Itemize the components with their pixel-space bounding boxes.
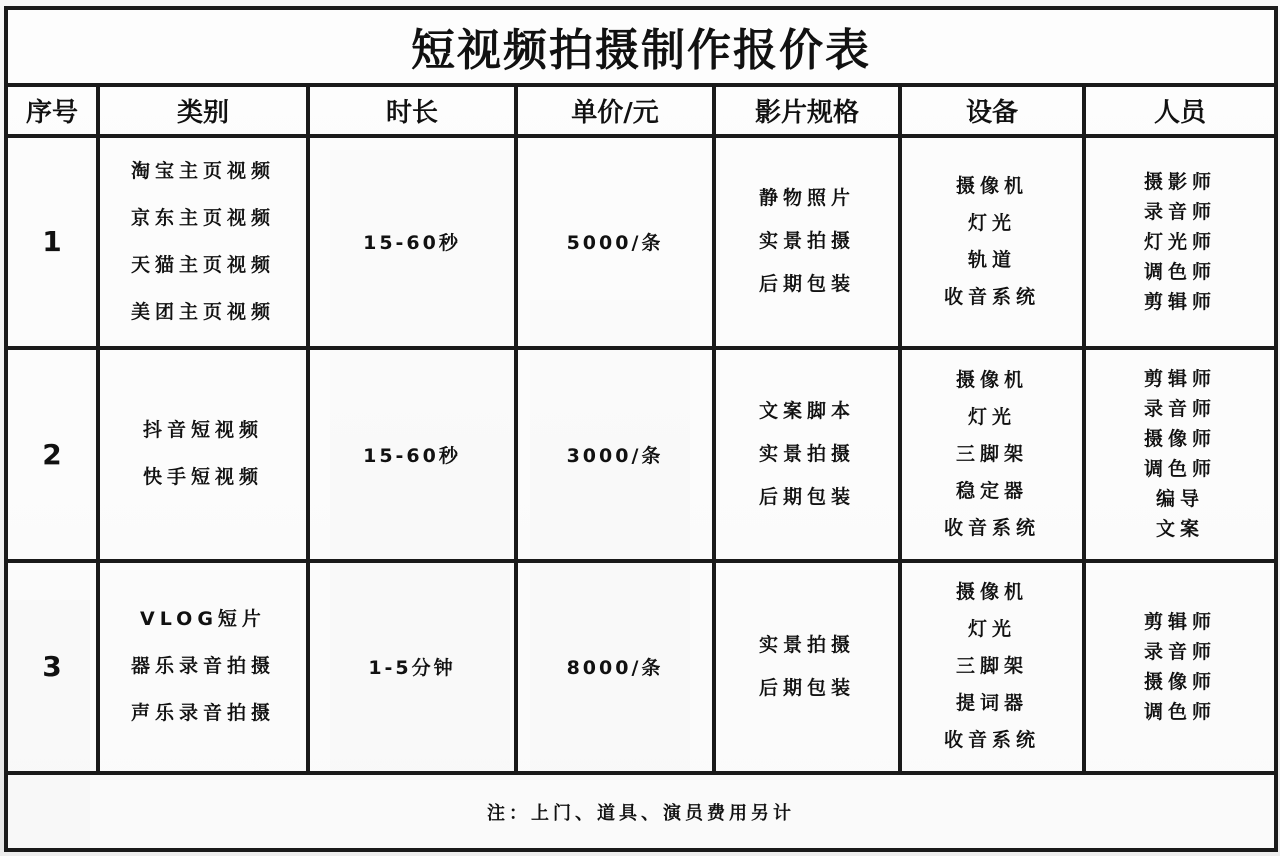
header-row (6, 85, 1276, 136)
row-staff-item: 剪辑师 (1144, 610, 1217, 633)
header-duration: 时长 (308, 85, 516, 136)
price-table (4, 6, 1278, 852)
row-price: 3000/条 (516, 348, 714, 561)
row-staff-item: 文案 (1156, 518, 1205, 541)
row-staff-item: 调色师 (1144, 700, 1217, 723)
row-specs-item: 静物照片 (758, 187, 855, 210)
row-categories-item: 器乐录音拍摄 (130, 655, 275, 678)
header-equipment: 设备 (900, 85, 1084, 136)
row-equipment-list (902, 362, 1082, 547)
row-staff-item: 录音师 (1144, 200, 1217, 223)
row-equipment-item: 灯光 (967, 405, 1016, 428)
table-title: 短视频拍摄制作报价表 (6, 8, 1276, 85)
row-equipment-item: 三脚架 (955, 655, 1028, 678)
row-equipment-list (902, 168, 1082, 316)
row-equipment-item: 摄像机 (955, 368, 1028, 391)
row-staff-item: 录音师 (1144, 640, 1217, 663)
row-staff (1084, 136, 1276, 349)
row-categories-item: 天猫主页视频 (130, 253, 275, 276)
row-specs-item: 后期包装 (758, 676, 855, 699)
row-categories-list (100, 148, 306, 336)
row-specs-item: 后期包装 (758, 273, 855, 296)
row-categories-list (100, 596, 306, 737)
row-equipment-item: 灯光 (967, 618, 1016, 641)
row-specs-item: 实景拍摄 (758, 442, 855, 465)
row-staff (1084, 348, 1276, 561)
row-equipment-item: 提词器 (955, 692, 1028, 715)
row-equipment-item: 摄像机 (955, 174, 1028, 197)
row-duration: 1-5分钟 (308, 561, 516, 774)
table-body (6, 136, 1276, 774)
row-categories-item: 快手短视频 (142, 466, 263, 489)
table-row (6, 561, 1276, 774)
row-staff-list (1086, 167, 1274, 317)
row-categories-item: VLOG短片 (140, 608, 266, 631)
header-index: 序号 (6, 85, 98, 136)
row-staff-item: 录音师 (1144, 398, 1217, 421)
row-specs (714, 561, 900, 774)
row-equipment-item: 三脚架 (955, 442, 1028, 465)
row-specs-list (716, 624, 898, 710)
row-specs-item: 实景拍摄 (758, 230, 855, 253)
row-equipment-item: 收音系统 (943, 729, 1040, 752)
row-staff-item: 剪辑师 (1144, 290, 1217, 313)
row-categories-item: 淘宝主页视频 (130, 159, 275, 182)
row-specs-item: 后期包装 (758, 485, 855, 508)
row-specs-item: 文案脚本 (758, 399, 855, 422)
row-price: 5000/条 (516, 136, 714, 349)
row-categories-item: 京东主页视频 (130, 206, 275, 229)
row-categories (98, 561, 308, 774)
row-duration: 15-60秒 (308, 136, 516, 349)
row-staff-list (1086, 607, 1274, 727)
row-staff-item: 摄像师 (1144, 428, 1217, 451)
table-row (6, 136, 1276, 349)
row-equipment-item: 稳定器 (955, 479, 1028, 502)
row-equipment (900, 561, 1084, 774)
row-staff-item: 编导 (1156, 488, 1205, 511)
row-categories (98, 348, 308, 561)
row-equipment-list (902, 574, 1082, 759)
row-equipment-item: 轨道 (967, 248, 1016, 271)
row-equipment (900, 348, 1084, 561)
row-staff-item: 调色师 (1144, 260, 1217, 283)
table-row (6, 348, 1276, 561)
header-category: 类别 (98, 85, 308, 136)
row-specs-list (716, 177, 898, 306)
row-staff-item: 灯光师 (1144, 230, 1217, 253)
row-categories-item: 美团主页视频 (130, 300, 275, 323)
row-staff-item: 剪辑师 (1144, 368, 1217, 391)
row-specs-item: 实景拍摄 (758, 633, 855, 656)
footer-note: 注：上门、道具、演员费用另计 (6, 773, 1276, 850)
row-equipment-item: 摄像机 (955, 581, 1028, 604)
row-specs (714, 136, 900, 349)
row-index: 3 (6, 561, 98, 774)
row-categories-item: 声乐录音拍摄 (130, 702, 275, 725)
row-staff-item: 调色师 (1144, 458, 1217, 481)
row-index: 2 (6, 348, 98, 561)
row-equipment-item: 灯光 (967, 211, 1016, 234)
header-staff: 人员 (1084, 85, 1276, 136)
row-index: 1 (6, 136, 98, 349)
row-staff-item: 摄影师 (1144, 170, 1217, 193)
row-staff-list (1086, 364, 1274, 544)
row-equipment-item: 收音系统 (943, 285, 1040, 308)
row-equipment (900, 136, 1084, 349)
row-categories-list (100, 407, 306, 501)
header-spec: 影片规格 (714, 85, 900, 136)
row-specs (714, 348, 900, 561)
row-staff-item: 摄像师 (1144, 670, 1217, 693)
row-staff (1084, 561, 1276, 774)
row-categories-item: 抖音短视频 (142, 419, 263, 442)
row-equipment-item: 收音系统 (943, 516, 1040, 539)
header-price: 单价/元 (516, 85, 714, 136)
row-specs-list (716, 390, 898, 519)
row-price: 8000/条 (516, 561, 714, 774)
row-categories (98, 136, 308, 349)
row-duration: 15-60秒 (308, 348, 516, 561)
